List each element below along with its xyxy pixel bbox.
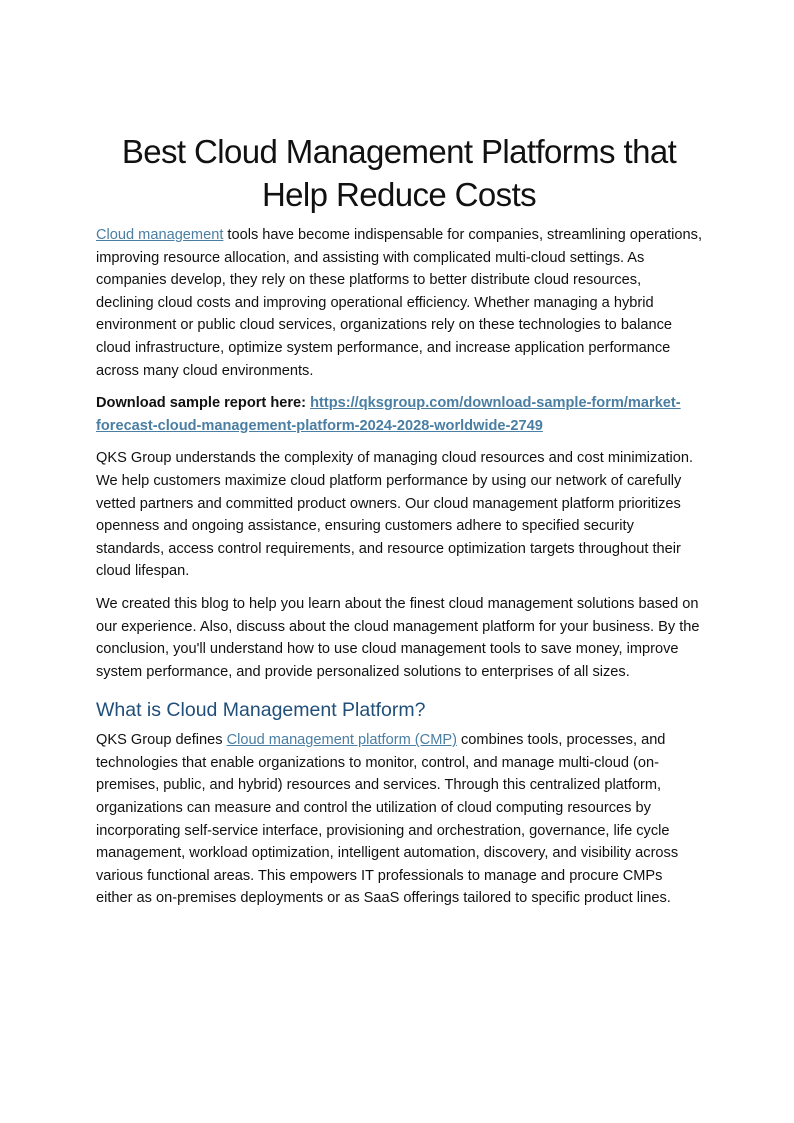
download-paragraph [96,392,702,437]
qks-paragraph: QKS Group understands the complexity of managing cloud resources and cost minimization. We help customers maximize cloud platform performance by using our network of carefully vetted partners and committed product owners. Our cloud management platform prioritizes openness and ongoing assistance, ensuring customers adhere to specified security standards, access control requirements, and resource optimization targets throughout their cloud lifespan. [96,450,694,580]
document-page [96,130,702,920]
definition-text: combines tools, processes, and technologies that enable organizations to monitor, control, and manage multi-cloud (on-premises, public, and hybrid) resources and services. Through this centralized platform, organizations can measure and control the utilization of cloud computing resources by incorporating self-service interface, provisioning and orchestration, governance, life cycle management, workload optimization, intelligent automation, discovery, and visibility across various functional areas. This empowers IT professionals to manage and procure CMPs either as on-premises deployments or as SaaS offerings tailored to specific product lines. [96,732,679,907]
definition-paragraph [96,729,702,910]
cmp-link[interactable]: Cloud management platform (CMP) [226,732,457,749]
blog-paragraph: We created this blog to help you learn about the finest cloud management solutions based on our experience. Also, discuss about the cloud management platform for your business. By the conclusion, you'll understand how to use cloud management tools to save money, improve system performance, and provide personalized solutions to enterprises of all sizes. [96,595,700,680]
intro-paragraph [96,224,702,382]
section-heading: What is Cloud Management Platform? [96,699,426,722]
cloud-management-link[interactable]: Cloud management [96,227,224,243]
download-label: Download sample report here: [96,395,311,412]
download-sample-link[interactable]: https://qksgroup.com/download-sample-form/market-forecast-cloud-management-platform-2024-2028-worldwide-2749 [96,395,681,434]
intro-text: tools have become indispensable for companies, streamlining operations, improving resource allocation, and assisting with complicated multi-cloud settings. As companies develop, they rely on these platforms to better distribute cloud resources, declining cloud costs and improving operational efficiency. Whether managing a hybrid environment or public cloud services, organizations rely on these technologies to balance cloud infrastructure, optimize system performance, and increase application performance across many cloud environments. [96,227,702,379]
page-title: Best Cloud Management Platforms that Help Reduce Costs [121,133,677,213]
definition-prefix: QKS Group defines [96,732,227,749]
